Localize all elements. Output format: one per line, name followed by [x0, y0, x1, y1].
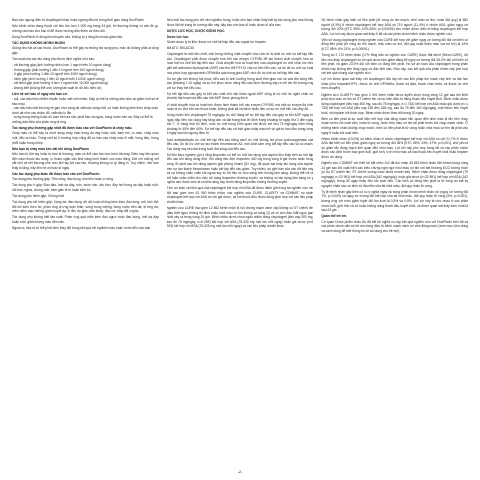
- body-paragraph: Nghiên cứu CURE bao gồm 12 562 bệnh nhân bị hội chứng mạch vành cấp không có ST chênh lên (đau thắt ngực không ổn định hoặc nhồi máu cơ tim không có sóng Q) và có cơn đau thắt ngực gần nhất xảy ra trong vòng 24 giờ. Bệnh nhân được chọn ngẫu nhiên dùng clopidogrel (liều nạp 300 mg, sau đó 75 mg/ngày, n=6 259) kết hợp với ASA (75-325 mg một lần mỗi ngày) hoặc giả dược (n=6 303) kết hợp với ASA (75-325 mg một lần mỗi ngày) và các liệu pháp chuẩn khác.: [166, 206, 314, 229]
- section-heading: Dược lực học: [166, 34, 189, 39]
- body-paragraph: Tần suất của các tác dụng phụ được định nghĩa như sau:: [12, 56, 95, 61]
- list-item: - sưng trong miệng hoặc rối loạn trên da như phát ban và ngứa, bóng nước trên da. Đây có thể là những dấu hiệu của phản ứng dị ứng.: [12, 115, 159, 124]
- body-paragraph: Biến cố tiên phát là sự xuất hiện kết hợp của động mạch liên quan đến nhồi máu bị tắc trên chụp mạch trước khi xuất viện, hoặc tử vong, hoặc nhồi máu cơ tim tái phát trước khi chụp mạch vành. Ở những bệnh nhân không chụp mạch, biến cố tiên phát là tử vong hoặc nhồi máu cơ tim tái phát vào ngày 8 hoặc khi xuất viện.: [321, 116, 469, 135]
- body-paragraph: Số bệnh nhân gặp biến cố tiên phát (tử vong do tim mạch, nhồi máu cơ tim, hoặc đột quỵ) là 582 người (9,3%) ở nhóm clopidogrel kết hợp ASA và 719 người (11,4%) ở nhóm ASA, giảm nguy cơ tương đối 20% (KTC 95%: 10%-28%; p=0,00009) cho nhóm được điều trị bằng clopidogrel kết hợp ASA. Lợi ích này được quan sát thấy ở tất cả các phân nhóm bệnh nhân được nghiên cứu.: [321, 18, 469, 36]
- section-heading: TÁC DỤNG KHÔNG MONG MUỐN: [12, 40, 65, 45]
- list-item: - rất thường gặp (ảnh hưởng nhiều hơn 1 người trên 10 người dùng): [12, 63, 159, 68]
- list-item: - sốt, các dấu hiệu nhiễm khuẩn hoặc mệt mỏi nhiều. Đây có thể là những dấu hiệu do giảm một số tế bào máu.: [12, 97, 159, 106]
- body-paragraph: Sự kết tập tiểu cầu gây ra bởi các chất chủ vận khác ngoài ADP cũng bị ức chế do ngăn chặn sự khuếch đại hoạt hóa tiểu cầu bởi ADP được phóng thích.: [166, 91, 314, 101]
- column-left: [12, 18, 159, 466]
- body-paragraph: Dùng DuoPlavin ở đúng liều khuyến cáo, không tự ý tăng liều hoặc giảm liều.: [12, 34, 124, 39]
- body-paragraph: Tỷ lệ bệnh nhân gặp biến cố có ý nghĩa ngay cả trong phân nhóm bệnh nhân nữ (nguy cơ tương đối 7%, p=0,029) và nguy cơ tương đối kết hợp của tái nhồi máu, đột quỵ hoặc tử vong (9%, p=0,002), tương ứng với mức giảm tuyệt đối lần lượt là 0,5% và 0,9%. Lợi ích này là như nhau ở các phân nhóm tuổi, giới tính và có hoặc không dùng thuốc tiêu huyết khối, và được quan sát thấy sớm nhất là sau 24 giờ.: [321, 189, 469, 213]
- body-paragraph: Tác dụng phụ rất hiếm gặp: Vàng da; đau bụng dữ dội hoặc không kèm theo đau lưng; sốt, khó thở đôi khi kèm theo ho; phản ứng dị ứng toàn thân; sưng trong miệng; bóng nước trên da; dị ứng da; viêm niêm mạc miệng; giảm huyết áp; lú lẫn; ảo giác; đau khớp; đau cơ; thay đổi vị giác.: [12, 200, 159, 214]
- list-item: - thường gặp (ảnh hưởng 1 đến 10 người trên 100 người dùng): [12, 68, 159, 73]
- list-item: - các dấu hiệu bất thường về gan như vàng da và/hoặc vàng mắt, có hoặc không kèm theo chảy máu dưới da như các chấm đỏ, và/hoặc lú lẫn.: [12, 106, 159, 115]
- body-paragraph: Giống như tất cả các thuốc, DuoPlavin có thể gây ra những tác dụng phụ, mặc dù không phải ai cũng gặp.: [12, 46, 159, 55]
- body-paragraph: Ngoài ra, bác sĩ có thể phát hiện thay đổi trong kết quả xét nghiệm máu hoặc nước tiểu của bạn.: [12, 225, 152, 230]
- column-right: [321, 18, 468, 466]
- section-heading: Các tác dụng phụ khác đã được báo cáo với DuoPlavin:: [12, 171, 100, 176]
- body-paragraph: Nếu một tác dụng phụ trở nên nghiêm trọng, hoặc nếu bạn nhận thấy bất kỳ tác dụng phụ nào không được liệt kê trong tờ hướng dẫn này, hãy báo cho bác sĩ hoặc dược sĩ của bạn.: [166, 18, 314, 27]
- body-paragraph: Chảy máu có thể xảy ra dưới dạng chảy máu trong dạ dày hoặc ruột, bầm tím, tụ máu, chảy máu mũi, tiểu ra máu. Trong một số ít trường hợp cũng đã có báo cáo chảy máu ở mắt, trong đầu, trong phổi hoặc trong khớp.: [12, 131, 159, 145]
- page-number: -2-: [237, 469, 243, 474]
- text-columns: [12, 18, 468, 466]
- body-paragraph: Tác dụng phụ thường gặp: Tiêu chảy, đau bụng, khó tiêu hoặc ợ nóng.: [12, 177, 114, 182]
- body-paragraph: Việc sử dụng clopidogrel trong nghiên cứu CURE kết hợp với giảm nguy cơ tương đối đối với biến cố đồng tiên phát (tử vong do tim mạch, nhồi máu cơ tim, đột quỵ hoặc thiếu máu cục bộ trơ) là 14% (KTC 95%: 6%-21%, p=0,00091).: [321, 37, 469, 51]
- body-paragraph: Dùng nhiều liều clopidogrel 75 mg/ngày ức chế đáng kể sự kết tập tiểu cầu gây ra bởi ADP ngay từ ngày đầu tiên; tác dụng này tăng dần và đạt trạng thái ổn định trong khoảng từ ngày thứ 3 đến ngày thứ 7. Ở trạng thái ổn định, mức ức chế trung bình quan sát được với liều 75 mg/ngày nằm trong khoảng từ 40% đến 60%. Sự kết tập tiểu cầu và thời gian chảy máu trở về giá trị ban đầu trong vòng 5 ngày sau khi ngưng điều trị.: [166, 113, 314, 136]
- body-paragraph: Tác dụng phụ không biết tần suất: Phản ứng quá mẫn kèm đau ngực hoặc đau bụng, loét dạ dày hoặc ruột, giảm lượng máu đến não.: [12, 215, 159, 224]
- list-item: - hiếm gặp (ảnh hưởng 1 đến 10 người trên 10.000 người dùng): [12, 77, 159, 82]
- list-item: - không biết (không thể ước lượng tần suất từ dữ liệu hiện có): [12, 86, 159, 91]
- bullet-list: [12, 97, 159, 124]
- body-paragraph: Nếu bạn bị đứt tay hoặc tự làm bị thương, máu có thể cầm lâu hơn bình thường. Điều này liên quan đến cách thuốc tác dụng, vì thuốc ngăn cản khả năng hình thành cục máu đông. Đối với những vết cắt nhỏ và vết thương nhẹ như đứt tay khi cạo râu, thường không có gì đáng lo. Tuy nhiên, nếu bạn thấy lo lắng, hãy liên hệ với bác sĩ ngay.: [12, 151, 159, 170]
- body-paragraph: Ban cần ngưng điều trị clopidogrel khác hoặc ngừng điều trị trong thời gian dùng DuoPlavin.: [12, 18, 145, 22]
- body-paragraph: Lợi ích được quan sát thấy với clopidogrel độc lập với các liệu pháp tim mạch cấp tính và dài hạn khác (như heparin/HTPL, thuốc ức chế GPIIb/IIIa, thuốc hạ lipid, thuốc chẹn beta, và thuốc ức chế men chuyển).: [321, 77, 469, 91]
- body-paragraph: Acid acetylsalicylic ức chế kết tập tiểu cầu bằng cách ức chế không hồi phục cyclooxygenase của tiểu cầu, do đó ức chế sự tạo thành thromboxan A2, một chất cảm ứng kết tập tiểu cầu và co mạch. Tác dụng này kéo dài trong suốt đời sống của tiểu cầu.: [166, 137, 314, 151]
- body-paragraph: Nếu bệnh nhân dùng thuốc với liều lớn hơn 1 000 mg trong 24 giờ, thì thường không có vấn đề gì, nhưng cần báo cho bác sĩ để được hướng dẫn thêm và theo dõi.: [12, 24, 159, 33]
- section-heading: Tác dụng phụ thường gặp nhất đã được báo cáo với DuoPlavin là chảy máu.: [12, 126, 133, 131]
- body-paragraph: Vì chất chuyển hóa có hoạt tính được hình thành bởi các enzym CYP450, mà một số enzym đa hình hoặc bị ức chế bởi các thuốc khác, không phải tất cả bệnh nhân đều có sự ức chế tiểu cầu đầy đủ.: [166, 102, 314, 112]
- section-heading: Quần thể trẻ em: [321, 214, 347, 219]
- column-middle: [167, 18, 314, 466]
- section-heading: Liên hệ với bác sĩ ngay nếu bạn có:: [12, 91, 68, 96]
- body-paragraph: Số liệu thực nghiệm gợi ý rằng ibuprofen có thể ức chế tác dụng của aspirin liều thấp trên sự kết tập tiểu cầu khi dùng đồng thời. Khi dùng liều đơn ibuprofen 400 mg trong vòng 8 giờ trước hoặc trong vòng 30 phút sau khi dùng aspirin giải phóng nhanh (81 mg), đã quan sát thấy tác dụng của aspirin trên sự tạo thành thromboxan hoặc kết tập tiểu cầu giảm. Tuy nhiên, do giới hạn của các dữ liệu này và sự không chắc chắn khi ngoại suy từ dữ liệu ex vivo sang tình huống lâm sàng, không thể rút ra kết luận chắc chắn cho việc sử dụng ibuprofen thường xuyên, và không có tác dụng lâm sàng có ý nghĩa nào được xem là có khả năng xảy ra khi dùng ibuprofen không thường xuyên.: [166, 152, 314, 185]
- body-paragraph: Mã ATC: B01AC30.: [166, 46, 195, 51]
- list-item: - ít gặp (ảnh hưởng 1 đến 10 người trên 1000 người dùng): [12, 72, 159, 77]
- body-paragraph: Nghiên cứu COMMIT với thiết kế bắt chéo 2x2 đã thu nhận 45 852 bệnh nhân đến khám trong vòng 24 giờ sau khi xuất hiện các triệu chứng nghi ngờ nhồi máu cơ tim với bất thường ECG tương thích (ví dụ ST chênh lên, ST chênh xuống hoặc block nhánh trái). Bệnh nhân được dùng clopidogrel (75 mg/ngày, n=22 961) kết hợp với ASA (162 mg/ngày), hoặc giả dược (n=22 891) kết hợp với ASA (162 mg/ngày), trong 28 ngày hoặc đến khi xuất viện. Các biến cố đồng tiên phát là tử vong do bất kỳ nguyên nhân nào và biến cố đầu tiên của tái nhồi máu, đột quỵ hoặc tử vong.: [321, 161, 469, 188]
- body-paragraph: Tác dụng phụ ít gặp: Đau đầu, loét dạ dày, nôn, buồn nôn, táo bón, đầy hơi trong dạ dày hoặc ruột, nổi ban, ngứa, chóng mặt, cảm giác tê bì hoặc kiến bò.: [12, 183, 159, 192]
- section-heading: DƯỢC LỰC HỌC, DƯỢC ĐỘNG HỌC: [166, 28, 225, 33]
- body-paragraph: Nghiên cứu CLARITY bao gồm 3 491 bệnh nhân được tuyển chọn trong vòng 12 giờ sau khi khởi phát nhồi máu cơ tim có ST chênh lên và dự kiến điều trị bằng thuốc tiêu huyết khối. Bệnh nhân được dùng clopidogrel (liều nạp 300 mg, sau đó 75 mg/ngày, n=1 752) kết hợp với ASA hoặc giả dược (n=1 739) kết hợp với ASA (liều nạp 150 đến 325 mg, sau đó 75 đến 162 mg/ngày), một thuốc tiêu huyết khối, và heparin khi thích hợp. Bệnh nhân được theo dõi trong 30 ngày.: [321, 92, 469, 115]
- body-paragraph: Nhóm bệnh nhân (19,0%) số bệnh nhân ở nhóm clopidogrel kết hợp với ASA so với 21,7% ở nhóm ASA đạt biến cố tiên phát, giảm nguy cơ tương đối 36% (KTC 95%: 24%, 47%; p<0,001), chủ yếu là do giảm tắc động mạch liên quan đến nhồi máu. Lợi ích này phù hợp trong tất cả các phân nhóm được xác định trước bao gồm tuổi, giới tính, vị trí nhồi máu và loại thuốc tiêu huyết khối hoặc heparin được sử dụng.: [321, 136, 469, 159]
- list-item: - rất hiếm gặp (ảnh hưởng ít hơn 1 người trên 10.000 người dùng): [12, 81, 159, 86]
- body-paragraph: Clopidogrel là một tiền chất, một trong những chất chuyển hóa của nó là chất ức chế sự kết tập tiểu cầu. Clopidogrel phải được chuyển hóa bởi các enzym CYP450 để tạo thành chất chuyển hóa có hoạt tính ức chế kết tập tiểu cầu. Chất chuyển hóa có hoạt tính của clopidogrel ức chế chọn lọc việc gắn kết adenosin diphosphat (ADP) vào thụ thể P2Y12 của nó trên tiểu cầu, và do đó ức chế sự hoạt hóa phức hợp glycoprotein GPIIb/IIIa qua trung gian ADP, nhờ đó ức chế sự kết tập tiểu cầu.: [166, 52, 314, 75]
- body-paragraph: Nhóm dược lý trị liệu: thuốc ức chế kết tập tiểu cầu ngoại trừ heparin.: [166, 40, 267, 45]
- body-paragraph: Tác dụng phụ hiếm gặp: Chóng mặt.: [12, 193, 65, 198]
- body-paragraph: Do sự gắn kết không hồi phục, tiểu cầu bị ảnh hưởng trong suốt thời gian còn lại của đời sống tiểu cầu (khoảng 7-10 ngày) và sự hồi phục chức năng tiểu cầu bình thường xảy ra với tốc độ tương ứng với sự thay thế tiểu cầu.: [166, 76, 314, 90]
- bullet-list: [12, 63, 159, 90]
- body-paragraph: Cơ quan Dược phẩm châu Âu đã bãi bỏ nghĩa vụ nộp kết quả nghiên cứu với DuoPlavin trên tất cả các phân nhóm dân số trẻ em trong điều trị bệnh mạch vành xơ vữa động mạch (xem mục Liều dùng và cách dùng để biết thông tin về sử dụng cho trẻ em).: [321, 219, 469, 233]
- body-paragraph: Tính an toàn và hiệu quả của clopidogrel kết hợp với ASA đã được đánh giá trong ba nghiên cứu mù đôi bao gồm hơn 61 900 bệnh nhân: các nghiên cứu CURE, CLARITY và COMMIT, so sánh clopidogrel kết hợp với ASA so với giả dược, cả hai thuốc đều được dùng phối hợp với các liệu pháp chuẩn khác.: [166, 186, 314, 204]
- section-heading: Nếu bạn bị chảy máu kéo dài khi dùng DuoPlavin: [12, 146, 89, 151]
- body-paragraph: Trong số 2 172 bệnh nhân (17% tổng dân số nghiên cứu CURE) được đặt stent (Stent-CURE), dữ liệu cho thấy clopidogrel so với giả dược làm giảm đáng kể nguy cơ tương đối 26,2% đối với biến cố tiên phát, và giảm 23,9% đối với biến cố đồng tiên phát. Hồ sơ an toàn của clopidogrel trong phân nhóm này không làm tăng nguy cơ đặc biệt nào. Như vậy, các kết quả của phân nhóm này phù hợp với kết quả chung của nghiên cứu.: [321, 53, 469, 76]
